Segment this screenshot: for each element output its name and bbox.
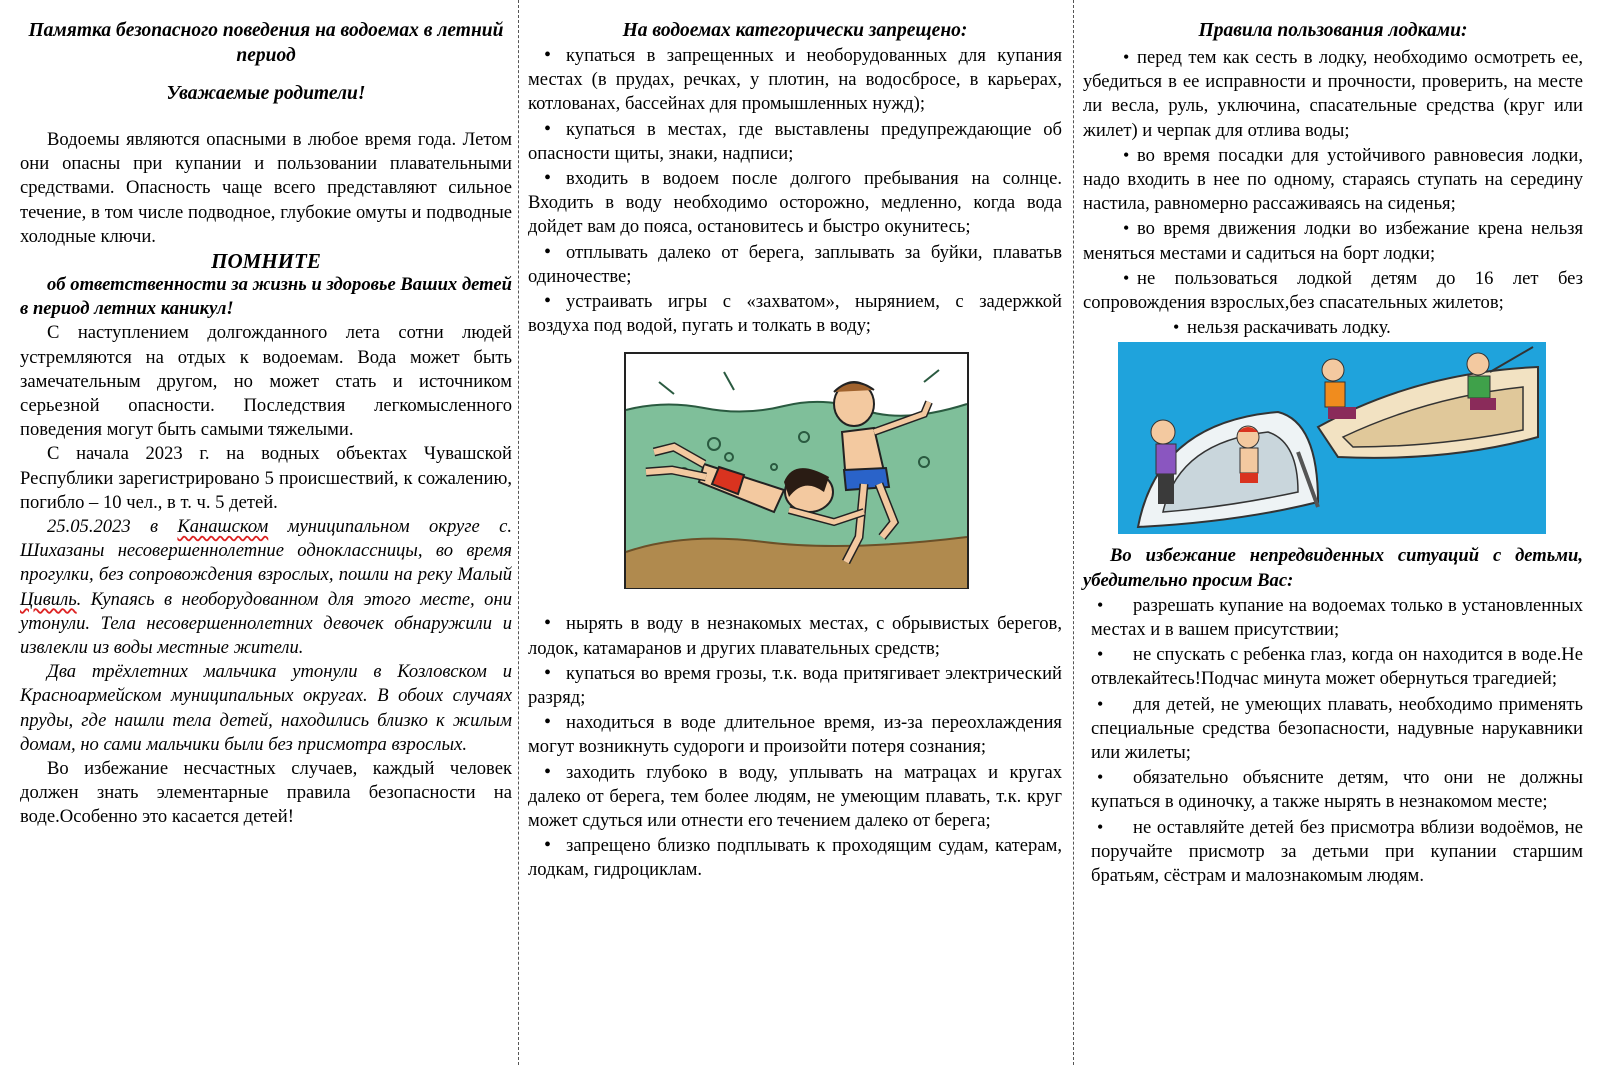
list-item: • отплывать далеко от берега, заплывать за буйки, плаватьв одиночестве; bbox=[528, 240, 1062, 289]
column-prohibitions bbox=[528, 18, 1062, 883]
list-item: • запрещено близко подплывать к проходящим судам, катерам, лодкам, гидроциклам. bbox=[528, 833, 1062, 882]
incident-paragraph: 25.05.2023 в Канашском муниципальном округе с. Шихазаны несовершеннолетние одноклассницы, во время прогулки, без сопровождения взрослых, пошли на реку Малый Цивиль. Купаясь в необорудованном для этого месте, они утонули. Тела несовершеннолетних девочек обнаружили и извлекли из воды местные жители. bbox=[20, 516, 512, 659]
list-item: • нельзя раскачивать лодку. bbox=[1083, 315, 1583, 340]
underwater-play-illustration bbox=[624, 352, 969, 589]
list-item: • купаться в местах, где выставлены предупреждающие об опасности щиты, знаки, надписи; bbox=[528, 117, 1062, 166]
list-item: • входить в водоем после долгого пребывания на солнце. Входить в воду необходимо осторожно, медленно, когда вода дойдет вам до пояса, остановитесь и быстро окунитесь; bbox=[528, 166, 1062, 240]
list-item: • купаться во время грозы, т.к. вода притягивает электрический разряд; bbox=[528, 661, 1062, 710]
list-item: • во время движения лодки во избежание крена нельзя меняться местами и садиться на борт лодки; bbox=[1083, 216, 1583, 265]
remember-heading: ПОМНИТЕ bbox=[211, 249, 321, 274]
appeal-heading: Во избежание непредвиденных ситуаций с детьми, убедительно просим Вас: bbox=[1083, 545, 1583, 591]
prohibitions-list-top bbox=[528, 43, 1062, 338]
parents-advice-list bbox=[1083, 593, 1583, 888]
prohibitions-list-bottom bbox=[528, 611, 1062, 882]
greeting: Уважаемые родители! bbox=[166, 83, 366, 104]
list-item: • разрешать купание на водоемах только в установленных местах и в вашем присутствии; bbox=[1083, 593, 1583, 642]
boat-rules-title: Правила пользования лодками: bbox=[1198, 20, 1468, 41]
boats-illustration bbox=[1118, 342, 1546, 534]
list-item: • находиться в воде длительное время, из-за переохлаждения могут возникнуть судороги и произойти потеря сознания; bbox=[528, 710, 1062, 759]
list-item: • во время посадки для устойчивого равновесия лодки, надо входить в нее по одному, стараясь ступать на середину настила, равномерно рассаживаясь на сиденья; bbox=[1083, 143, 1583, 217]
list-item: • перед тем как сесть в лодку, необходимо осмотреть ее, убедиться в ее исправности и прочности, проверить, на месте ли весла, руль, уключина, спасательные средства (круг или жилет) и черпак для отлива воды; bbox=[1083, 45, 1583, 143]
list-item: • устраивать игры с «захватом», нырянием, с задержкой воздуха под водой, пугать и толкать в воду; bbox=[528, 289, 1062, 338]
list-item: • не пользоваться лодкой детям до 16 лет без сопровождения взрослых,без спасательных жилетов; bbox=[1083, 266, 1583, 315]
column-intro bbox=[20, 18, 512, 830]
list-item: • купаться в запрещенных и необорудованных для купания местах (в прудах, речках, у плотин, на водосбросе, в карьерах, котлованах, бассейнах для промышленных нужд); bbox=[528, 43, 1062, 117]
boat-rules-list bbox=[1083, 45, 1583, 340]
incident-paragraph-2: Два трёхлетних мальчика утонули в Козловском и Красноармейском муниципальных округах. В обоих случаях пруды, где нашли тела детей, находились близко к жилым домам, но сами мальчики были без присмотра взрослых. bbox=[20, 661, 512, 755]
column-divider-left bbox=[518, 0, 519, 1065]
column-divider-right bbox=[1073, 0, 1074, 1065]
list-item: • не спускать с ребенка глаз, когда он находится в воде.Не отвлекайтесь!Подчас минута может обернуться трагедией; bbox=[1083, 642, 1583, 691]
prohibitions-title: На водоемах категорически запрещено: bbox=[622, 20, 968, 41]
closing-paragraph: Во избежание несчастных случаев, каждый человек должен знать элементарные правила безопасности на воде.Особенно это касается детей! bbox=[20, 758, 512, 828]
leaflet-title: Памятка безопасного поведения на водоемах в летний период bbox=[28, 20, 504, 66]
remember-subheading: об ответственности за жизнь и здоровье Ваших детей в период летних каникул! bbox=[20, 274, 512, 320]
summer-paragraph: С наступлением долгожданного лета сотни людей устремляются на отдых к водоемам. Вода может быть замечательным другом, но может стать и источником серьезной опасности. Последствия легкомысленного поведения могут быть самыми тяжелыми. bbox=[20, 322, 512, 441]
column-boat-rules bbox=[1083, 18, 1583, 888]
intro-paragraph: Водоемы являются опасными в любое время года. Летом они опасны при купании и пользовании плавательными средствами. Опасность чаще всего представляют сильное течение, в том числе подводное, глубокие омуты и подводные холодные ключи. bbox=[20, 129, 512, 247]
list-item: • не оставляйте детей без присмотра вблизи водоёмов, не поручайте присмотр за детьми при купании старшим братьям, сёстрам и малознакомым людям. bbox=[1083, 815, 1583, 889]
list-item: • обязательно объясните детям, что они не должны купаться в одиночку, а также нырять в незнакомом месте; bbox=[1083, 765, 1583, 814]
statistics-paragraph: С начала 2023 г. на водных объектах Чувашской Республики зарегистрировано 5 происшествий, к сожалению, погибло – 10 чел., в т. ч. 5 детей. bbox=[20, 443, 512, 513]
list-item: • нырять в воду в незнакомых местах, с обрывистых берегов, лодок, катамаранов и других плавательных средств; bbox=[528, 611, 1062, 660]
list-item: • для детей, не умеющих плавать, необходимо применять специальные средства безопасности, надувные нарукавники или жилеты; bbox=[1083, 692, 1583, 766]
list-item: • заходить глубоко в воду, уплывать на матрацах и кругах далеко от берега, тем более людям, не умеющим плавать, т.к. круг может сдуться или отнести его течением далеко от берега; bbox=[528, 760, 1062, 834]
